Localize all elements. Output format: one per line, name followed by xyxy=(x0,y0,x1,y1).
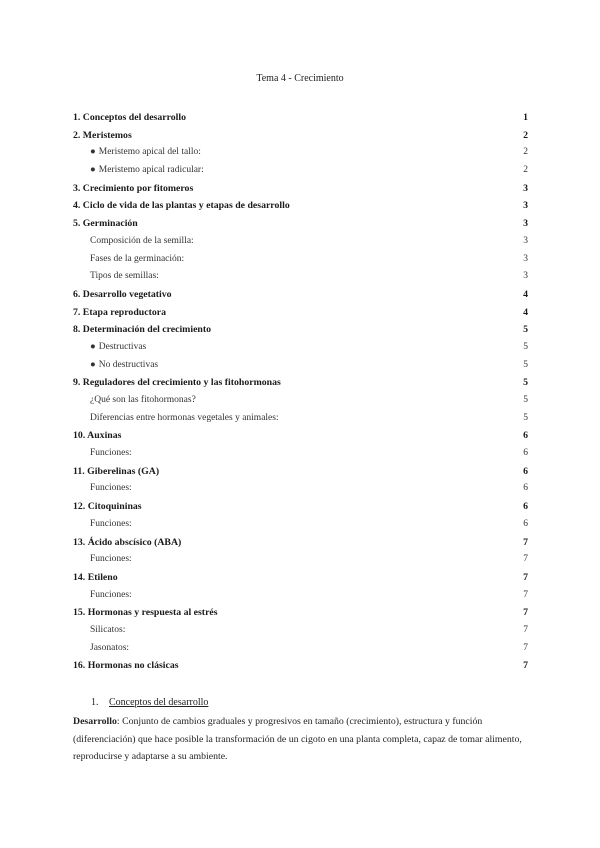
toc-entry-label-wrap xyxy=(73,427,121,445)
toc-subentry[interactable] xyxy=(73,622,528,640)
toc-entry-label-wrap xyxy=(90,516,132,534)
toc-page-number: 7 xyxy=(523,554,528,565)
toc-entry-label: Funciones: xyxy=(90,483,132,494)
toc-entry[interactable] xyxy=(73,427,528,445)
toc-page-number: 1 xyxy=(523,112,528,123)
bullet-icon: ● xyxy=(90,147,96,158)
toc-entry-label-wrap xyxy=(90,622,125,640)
toc-subentry[interactable] xyxy=(73,516,528,534)
toc-entry[interactable] xyxy=(73,321,528,339)
toc-entry[interactable] xyxy=(73,604,528,622)
toc-page-number: 5 xyxy=(523,377,528,389)
toc-entry[interactable] xyxy=(73,286,528,304)
section-body xyxy=(73,713,531,766)
toc-entry-label: Meristemo apical del tallo: xyxy=(98,147,201,158)
toc-entry-label: 4. Ciclo de vida de las plantas y etapas de desarrollo xyxy=(73,200,290,212)
toc-entry-label-wrap xyxy=(73,534,181,552)
toc-entry-label: 11. Giberelinas (GA) xyxy=(73,465,160,477)
toc-subentry[interactable] xyxy=(73,357,528,375)
toc-entry-label-wrap xyxy=(90,445,132,463)
toc-page-number: 3 xyxy=(523,271,528,282)
toc-page-number: 7 xyxy=(523,589,528,600)
toc-subentry[interactable] xyxy=(73,339,528,357)
toc-page-number: 6 xyxy=(523,465,528,477)
toc-entry-label: Funciones: xyxy=(90,518,132,529)
toc-page-number: 7 xyxy=(523,536,528,548)
bullet-icon: ● xyxy=(90,359,96,370)
toc-entry-label: Diferencias entre hormonas vegetales y animales: xyxy=(90,412,279,423)
toc-entry-label: 6. Desarrollo vegetativo xyxy=(73,288,172,300)
toc-entry-label-wrap xyxy=(73,197,290,215)
toc-page-number: 2 xyxy=(523,147,528,158)
toc-entry-label: Destructivas xyxy=(98,341,147,352)
toc-entry-label-wrap xyxy=(73,109,186,127)
toc-page-number: 6 xyxy=(523,501,528,513)
toc-subentry[interactable] xyxy=(73,162,528,180)
toc-page-number: 4 xyxy=(523,288,528,300)
toc-entry-label-wrap xyxy=(73,304,166,322)
toc-entry-label: 9. Reguladores del crecimiento y las fitohormonas xyxy=(73,377,281,389)
toc-page-number: 6 xyxy=(523,518,528,529)
toc-page-number: 7 xyxy=(523,571,528,583)
toc-entry-label-wrap xyxy=(73,498,142,516)
toc-entry-label: 2. Meristemos xyxy=(73,129,132,141)
toc-entry-label: Funciones: xyxy=(90,589,132,600)
toc-entry-label-wrap xyxy=(73,215,138,233)
table-of-contents xyxy=(73,109,528,675)
toc-entry[interactable] xyxy=(73,127,528,145)
toc-entry-label-wrap xyxy=(90,480,132,498)
toc-entry-label: 13. Ácido abscísico (ABA) xyxy=(73,536,182,548)
toc-subentry[interactable] xyxy=(73,410,528,428)
toc-page-number: 7 xyxy=(523,607,528,619)
toc-entry[interactable] xyxy=(73,109,528,127)
toc-entry-label-wrap xyxy=(90,357,158,375)
toc-entry[interactable] xyxy=(73,215,528,233)
toc-entry-label-wrap xyxy=(90,339,146,357)
toc-subentry[interactable] xyxy=(73,268,528,286)
toc-subentry[interactable] xyxy=(73,251,528,269)
document-title: Tema 4 - Crecimiento xyxy=(256,73,344,84)
toc-page-number: 3 xyxy=(523,182,528,194)
toc-page-number: 2 xyxy=(523,165,528,176)
toc-subentry[interactable] xyxy=(73,640,528,658)
toc-entry-label: 14. Etileno xyxy=(73,571,118,583)
toc-entry-label: Meristemo apical radicular: xyxy=(98,165,204,176)
toc-entry-label: Composición de la semilla: xyxy=(90,235,194,246)
section-heading xyxy=(91,697,208,708)
toc-entry-label-wrap xyxy=(90,268,159,286)
toc-entry-label: Funciones: xyxy=(90,554,132,565)
toc-page-number: 7 xyxy=(523,660,528,672)
toc-entry[interactable] xyxy=(73,498,528,516)
toc-entry-label-wrap xyxy=(90,162,204,180)
defined-term: Desarrollo xyxy=(73,716,117,727)
toc-entry-label-wrap xyxy=(90,551,132,569)
toc-entry-label: Jasonatos: xyxy=(90,642,130,653)
toc-page-number: 3 xyxy=(523,253,528,264)
toc-entry-label: 12. Citoquininas xyxy=(73,501,142,513)
section-number: 1. xyxy=(91,697,99,708)
toc-page-number: 5 xyxy=(523,359,528,370)
toc-entry-label: No destructivas xyxy=(98,359,159,370)
toc-subentry[interactable] xyxy=(73,144,528,162)
toc-entry-label-wrap xyxy=(73,321,211,339)
toc-entry-label-wrap xyxy=(90,233,194,251)
toc-page-number: 3 xyxy=(523,235,528,246)
toc-entry-label: 1. Conceptos del desarrollo xyxy=(73,112,187,123)
toc-entry[interactable] xyxy=(73,463,528,481)
toc-entry[interactable] xyxy=(73,197,528,215)
bullet-icon: ● xyxy=(90,165,96,176)
toc-entry-label-wrap xyxy=(90,410,279,428)
toc-page-number: 3 xyxy=(523,200,528,212)
toc-entry-label-wrap xyxy=(73,604,218,622)
toc-entry-label-wrap xyxy=(73,127,132,145)
toc-entry-label-wrap xyxy=(73,463,159,481)
toc-entry[interactable] xyxy=(73,569,528,587)
toc-entry-label: ¿Qué son las fitohormonas? xyxy=(90,395,196,405)
definition-text: : Conjunto de cambios graduales y progresivos en tamaño (crecimiento), estructura y función (diferenciación) que hace posible la transformación de un cigoto en una planta completa, capaz de tomar alimento, reproducirse y adaptarse a su ambiente. xyxy=(73,716,522,763)
toc-subentry[interactable] xyxy=(73,392,528,410)
toc-page-number: 5 xyxy=(523,395,528,405)
toc-entry-label: Fases de la germinación: xyxy=(90,253,185,264)
toc-entry-label: 7. Etapa reproductora xyxy=(73,306,166,318)
toc-entry-label-wrap xyxy=(73,657,179,675)
toc-page-number: 6 xyxy=(523,483,528,494)
toc-entry-label: 3. Crecimiento por fitomeros xyxy=(73,182,194,194)
toc-entry-label: 5. Germinación xyxy=(73,218,138,230)
toc-page-number: 5 xyxy=(523,324,528,336)
toc-entry-label: 16. Hormonas no clásicas xyxy=(73,660,179,672)
toc-page-number: 3 xyxy=(523,218,528,230)
toc-page-number: 7 xyxy=(523,624,528,635)
toc-entry[interactable] xyxy=(73,657,528,675)
toc-page-number: 2 xyxy=(523,129,528,141)
toc-subentry[interactable] xyxy=(73,233,528,251)
toc-subentry[interactable] xyxy=(73,445,528,463)
toc-entry-label-wrap xyxy=(73,569,118,587)
toc-page-number: 5 xyxy=(523,412,528,423)
toc-entry-label: 10. Auxinas xyxy=(73,430,122,442)
toc-entry[interactable] xyxy=(73,304,528,322)
toc-subentry[interactable] xyxy=(73,480,528,498)
toc-entry-label-wrap xyxy=(73,180,193,198)
toc-entry-label-wrap xyxy=(90,144,201,162)
toc-entry-label: Funciones: xyxy=(90,448,132,459)
toc-entry[interactable] xyxy=(73,374,528,392)
toc-page-number: 6 xyxy=(523,430,528,442)
toc-entry-label-wrap xyxy=(90,392,196,410)
toc-entry-label: Silicatos: xyxy=(90,624,126,635)
toc-subentry[interactable] xyxy=(73,587,528,605)
toc-entry-label: Tipos de semillas: xyxy=(90,271,159,282)
toc-entry-label-wrap xyxy=(73,286,172,304)
bullet-icon: ● xyxy=(90,341,96,352)
toc-entry-label-wrap xyxy=(90,640,129,658)
toc-entry-label-wrap xyxy=(90,587,132,605)
toc-entry[interactable] xyxy=(73,180,528,198)
section-title: Conceptos del desarrollo xyxy=(109,697,209,708)
toc-entry[interactable] xyxy=(73,534,528,552)
toc-entry-label-wrap xyxy=(90,251,184,269)
toc-entry-label: 15. Hormonas y respuesta al estrés xyxy=(73,607,218,619)
toc-page-number: 4 xyxy=(523,306,528,318)
toc-subentry[interactable] xyxy=(73,551,528,569)
toc-entry-label-wrap xyxy=(73,374,281,392)
toc-page-number: 7 xyxy=(523,642,528,653)
toc-page-number: 5 xyxy=(523,341,528,352)
toc-page-number: 6 xyxy=(523,448,528,459)
toc-entry-label: 8. Determinación del crecimiento xyxy=(73,324,212,336)
